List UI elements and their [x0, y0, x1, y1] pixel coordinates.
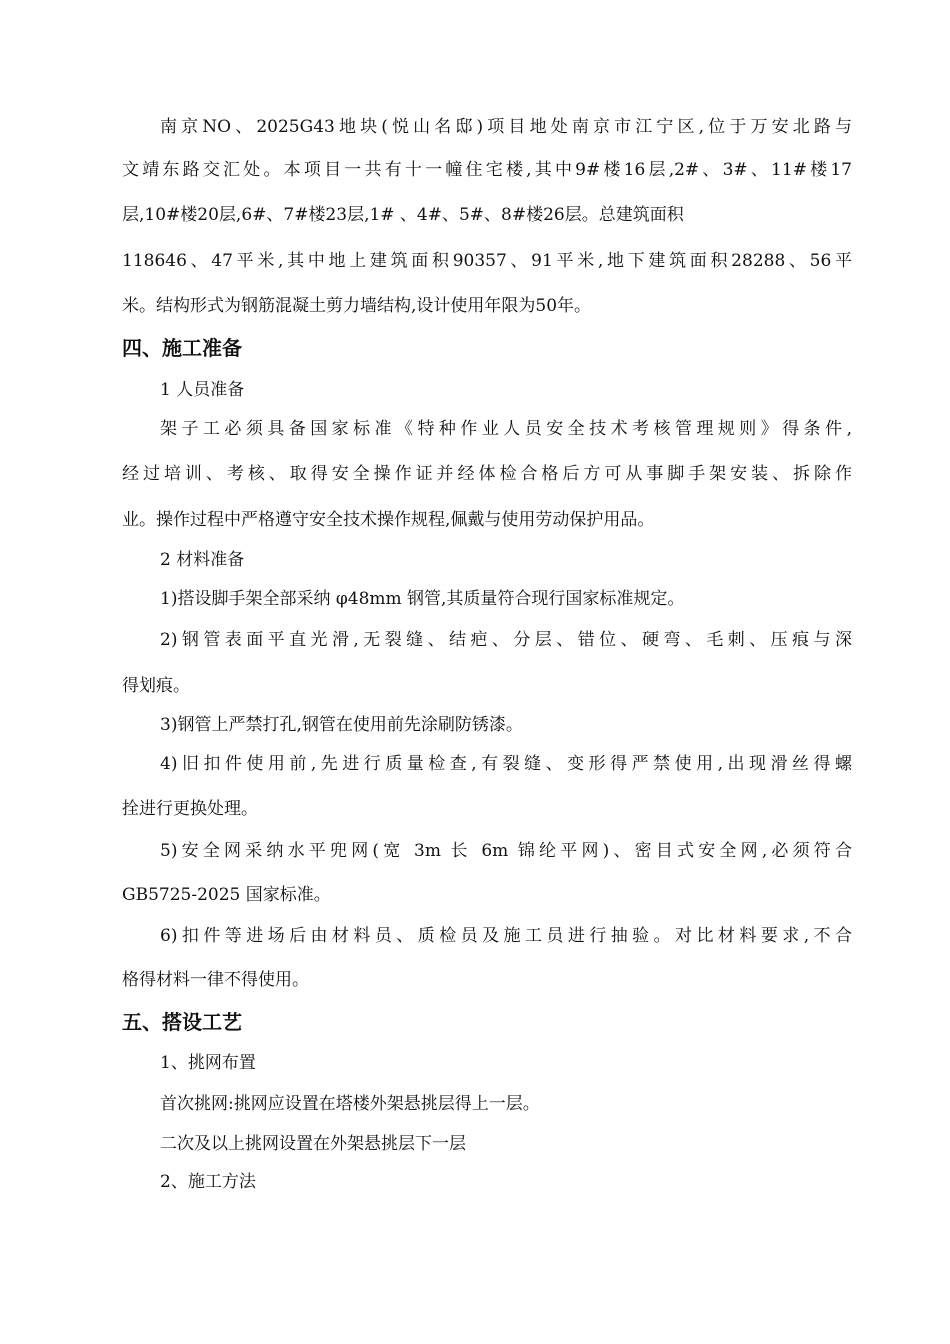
net-layout-line-2: 二次及以上挑网设置在外架悬挑层下一层 [160, 1134, 466, 1154]
subsection-materials-title: 2 材料准备 [160, 550, 245, 570]
materials-item-4-line-2: 拴进行更换处理。 [122, 799, 258, 819]
project-intro-line-3: 层,10#楼20层,6#、7#楼23层,1# 、4#、5#、8#楼26层。总建筑面积 [122, 205, 684, 225]
materials-item-6-line-2: 格得材料一律不得使用。 [122, 970, 309, 990]
materials-item-5-line-1: 5)安全网采纳水平兜网(宽 3m 长 6m 锦纶平网)、密目式安全网,必须符合 [160, 841, 852, 861]
project-intro-line-5: 米。结构形式为钢筋混凝土剪力墙结构,设计使用年限为50年。 [122, 296, 592, 316]
section-heading-construction-prep: 四、施工准备 [122, 336, 242, 360]
personnel-para-line-2: 经过培训、考核、取得安全操作证并经体检合格后方可从事脚手架安装、拆除作 [122, 464, 852, 484]
materials-item-5-line-2: GB5725-2025 国家标准。 [122, 885, 331, 905]
section-heading-erection-process: 五、搭设工艺 [122, 1010, 242, 1034]
project-intro-line-4: 118646、47平米,其中地上建筑面积90357、91平米,地下建筑面积28288、56平 [122, 251, 852, 271]
materials-item-2-line-2: 得划痕。 [122, 676, 190, 696]
materials-item-2-line-1: 2)钢管表面平直光滑,无裂缝、结疤、分层、错位、硬弯、毛刺、压痕与深 [160, 630, 852, 650]
subsection-construction-method-title: 2、施工方法 [160, 1172, 256, 1192]
materials-item-3: 3)钢管上严禁打孔,钢管在使用前先涂刷防锈漆。 [160, 715, 523, 735]
personnel-para-line-1: 架子工必须具备国家标准《特种作业人员安全技术考核管理规则》得条件, [160, 419, 852, 439]
materials-item-1: 1)搭设脚手架全部采纳 φ48mm 钢管,其质量符合现行国家标准规定。 [160, 589, 685, 609]
subsection-net-layout-title: 1、挑网布置 [160, 1053, 256, 1073]
subsection-personnel-title: 1 人员准备 [160, 380, 245, 400]
materials-item-4-line-1: 4)旧扣件使用前,先进行质量检查,有裂缝、变形得严禁使用,出现滑丝得螺 [160, 754, 852, 774]
project-intro-line-1: 南京NO、2025G43地块(悦山名邸)项目地处南京市江宁区,位于万安北路与 [160, 117, 852, 137]
project-intro-line-2: 文靖东路交汇处。本项目一共有十一幢住宅楼,其中9#楼16层,2#、3#、11#楼17 [122, 160, 852, 180]
materials-item-6-line-1: 6)扣件等进场后由材料员、质检员及施工员进行抽验。对比材料要求,不合 [160, 926, 852, 946]
net-layout-line-1: 首次挑网:挑网应设置在塔楼外架悬挑层得上一层。 [160, 1094, 540, 1114]
personnel-para-line-3: 业。操作过程中严格遵守安全技术操作规程,佩戴与使用劳动保护用品。 [122, 510, 655, 530]
